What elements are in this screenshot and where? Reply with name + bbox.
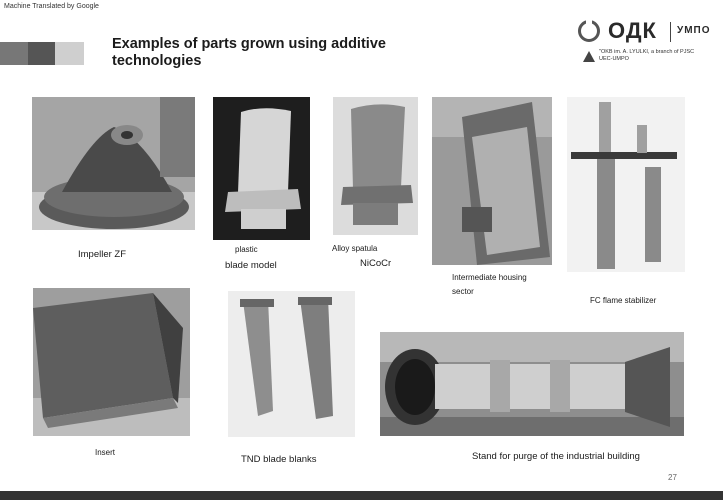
flame-stabilizer-photo xyxy=(567,97,685,272)
logo-subtitle: "OKB im. A. LYULKI, a branch of PJSC UEC-UMPO xyxy=(599,49,695,62)
page-number: 27 xyxy=(668,473,677,482)
caption-alloy-line2: NiCoCr xyxy=(360,258,392,269)
caption-stand: Stand for purge of the industrial building xyxy=(472,451,640,462)
plastic-blade-photo xyxy=(213,97,310,240)
page-title: Examples of parts grown using additive technologies xyxy=(112,36,386,69)
caption-insert: Insert xyxy=(95,448,116,457)
machine-translated-note: Machine Translated by Google xyxy=(4,3,99,10)
intermediate-housing-photo xyxy=(432,97,552,265)
insert-photo xyxy=(33,288,190,436)
logo-triangle-icon xyxy=(583,51,595,62)
purge-stand-photo xyxy=(380,332,684,436)
header-strip-light xyxy=(55,42,84,65)
caption-impeller: Impeller ZF xyxy=(78,249,127,260)
alloy-spatula-photo xyxy=(333,97,418,235)
caption-housing-line1: Intermediate housing xyxy=(452,273,527,282)
logo-brand: ОДК xyxy=(608,18,657,43)
company-logo xyxy=(575,18,715,68)
header-strip-photo xyxy=(0,42,28,65)
logo-division: УМПО xyxy=(677,25,711,36)
logo-ring-icon xyxy=(578,20,600,42)
caption-alloy-line1: Alloy spatula xyxy=(332,244,378,253)
caption-plastic-line2: blade model xyxy=(225,260,277,271)
logo-separator xyxy=(670,22,671,42)
caption-housing-line2: sector xyxy=(452,287,474,296)
header-strip-dark xyxy=(28,42,55,65)
tnd-blade-photo xyxy=(228,291,355,437)
caption-plastic-line1: plastic xyxy=(235,245,258,254)
impeller-photo xyxy=(32,97,195,230)
bottom-bar xyxy=(0,491,723,500)
caption-tnd: TND blade blanks xyxy=(241,454,317,465)
caption-flame: FC flame stabilizer xyxy=(590,296,657,305)
